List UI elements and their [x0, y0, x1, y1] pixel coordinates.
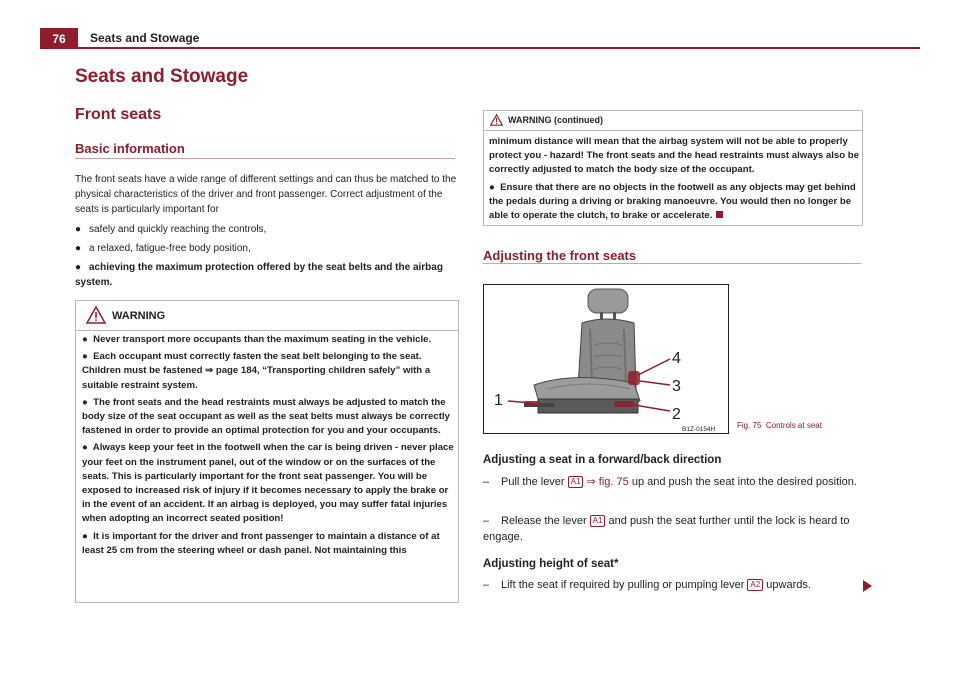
warning-box [75, 300, 459, 603]
warning-item-text: The front seats and the head restraints must always be adjusted to match the body size of the seat occupant as well as the seat belts must always be correctly fastened in order to provide an optimal protection for you and your occupants. [82, 396, 450, 437]
height-title: Adjusting height of seat* [483, 558, 619, 570]
warning-item [82, 441, 454, 526]
list-item [75, 241, 457, 256]
chapter-title: Seats and Stowage [75, 66, 249, 87]
warning-item-text: Ensure that there are no objects in the footwell as any objects may get behind the pedals during a driving or braking manoeuvre. You would then no longer be able to operate the clutch, to brake or accelerate. [489, 181, 856, 222]
step-text: up and push the seat into the desired position. [631, 476, 857, 488]
figure-link[interactable]: ⇒ fig. 75 [586, 476, 629, 488]
warning-triangle-icon [490, 114, 503, 126]
header-rule [40, 47, 920, 49]
bullet-icon: ● [82, 351, 88, 363]
step-text: Release the lever [501, 515, 587, 527]
step-text: and push the seat further until the lock is heard to engage. [483, 515, 850, 543]
bullet-icon: ● [489, 181, 495, 193]
running-header-title: Seats and Stowage [90, 31, 200, 45]
warning-item-text: It is important for the driver and front passenger to maintain a distance of at least 25 cm from the steering wheel or dash panel. Not maintaining this [82, 530, 440, 556]
control-ref-a1: A1 [568, 476, 584, 488]
end-of-section-marker [716, 211, 723, 218]
subsection-title: Basic information [75, 141, 185, 156]
warning-continued-box [483, 110, 863, 226]
callout-4: 4 [672, 350, 681, 367]
warning-continued-title: WARNING (continued) [508, 115, 603, 125]
warning-item [489, 181, 859, 224]
callout-1: 1 [494, 392, 503, 409]
callout-2: 2 [672, 406, 681, 423]
adjust-section-rule [483, 263, 861, 264]
subsection-rule [75, 158, 455, 159]
step-forward-2 [483, 513, 863, 545]
warning-item [82, 333, 454, 347]
warning-body [82, 333, 454, 561]
forward-back-title: Adjusting a seat in a forward/back direction [483, 454, 722, 466]
dash-marker: – [483, 515, 490, 527]
control-ref-a1: A1 [590, 515, 606, 527]
step-forward-1 [483, 474, 863, 490]
adjust-section-title: Adjusting the front seats [483, 248, 637, 263]
bullet-icon: ● [82, 530, 88, 542]
bullet-icon: ● [75, 262, 82, 273]
warning-continued-header [484, 111, 862, 131]
bullet-icon: ● [82, 334, 88, 345]
dash-marker: – [483, 476, 490, 488]
intro-bullet-list [75, 222, 457, 294]
bullet-icon: ● [82, 442, 88, 454]
figure-code: B1Z-0154H [682, 426, 716, 433]
bullet-icon: ● [82, 396, 88, 408]
list-item [75, 222, 457, 237]
warning-header [76, 301, 458, 331]
warning-item [82, 350, 454, 393]
callout-3: 3 [672, 378, 681, 395]
warning-item-text: Each occupant must correctly fasten the seat belt belonging to the seat. Children must be fastened ⇒ page 184, “Transporting children safely” with a suitable restraint system. [82, 351, 431, 391]
figure-caption [737, 421, 822, 430]
seat-illustration [484, 285, 728, 433]
warning-triangle-icon [86, 306, 106, 324]
continue-arrow-icon [863, 580, 872, 592]
step-height-1 [483, 577, 863, 593]
warning-item-text: Always keep your feet in the footwell when the car is being driven - never place your feet on the instrument panel, out of the window or on the surfaces of the seats. This is particularly important for the front seat passenger. You will be exposed to increased risk of injury if it becomes necessary to apply the brake or in the event of an accident. If an airbag is deployed, you may suffer fatal injuries when adopting an incorrect seated position! [82, 442, 454, 525]
intro-paragraph: The front seats have a wide range of different settings and can thus be matched to the physical characteristics of the driver and front passenger. Correct adjustment of the seats is particularly important for [75, 174, 457, 215]
list-item-text: achieving the maximum protection offered by the seat belts and the airbag system. [75, 262, 443, 288]
bullet-icon: ● [75, 243, 82, 254]
warning-continued-paragraph: minimum distance will mean that the airbag system will not be able to properly protect you - hazard! The front seats and the head restraints must always also be correctly adjusted to match the body size of the occupant. [489, 136, 859, 176]
warning-item [82, 530, 454, 558]
step-text: upwards. [766, 579, 811, 591]
warning-title: WARNING [112, 310, 166, 322]
warning-item-text: Never transport more occupants than the maximum seating in the vehicle. [93, 334, 432, 345]
warning-continued-body [489, 135, 859, 226]
dash-marker: – [483, 579, 490, 591]
figure-caption-text: Controls at seat [765, 421, 822, 430]
bullet-icon: ● [75, 224, 82, 235]
figure-caption-label: Fig. 75 [737, 421, 762, 430]
warning-item [82, 396, 454, 439]
list-item [75, 260, 457, 290]
step-text: Pull the lever [501, 476, 565, 488]
control-ref-a2: A2 [747, 579, 763, 591]
section-title: Front seats [75, 106, 162, 123]
page-number: 76 [40, 28, 78, 48]
list-item-text: safely and quickly reaching the controls, [89, 224, 267, 235]
seat-controls-figure [483, 284, 729, 434]
list-item-text: a relaxed, fatigue-free body position, [89, 243, 251, 254]
step-text: Lift the seat if required by pulling or pumping lever [501, 579, 745, 591]
